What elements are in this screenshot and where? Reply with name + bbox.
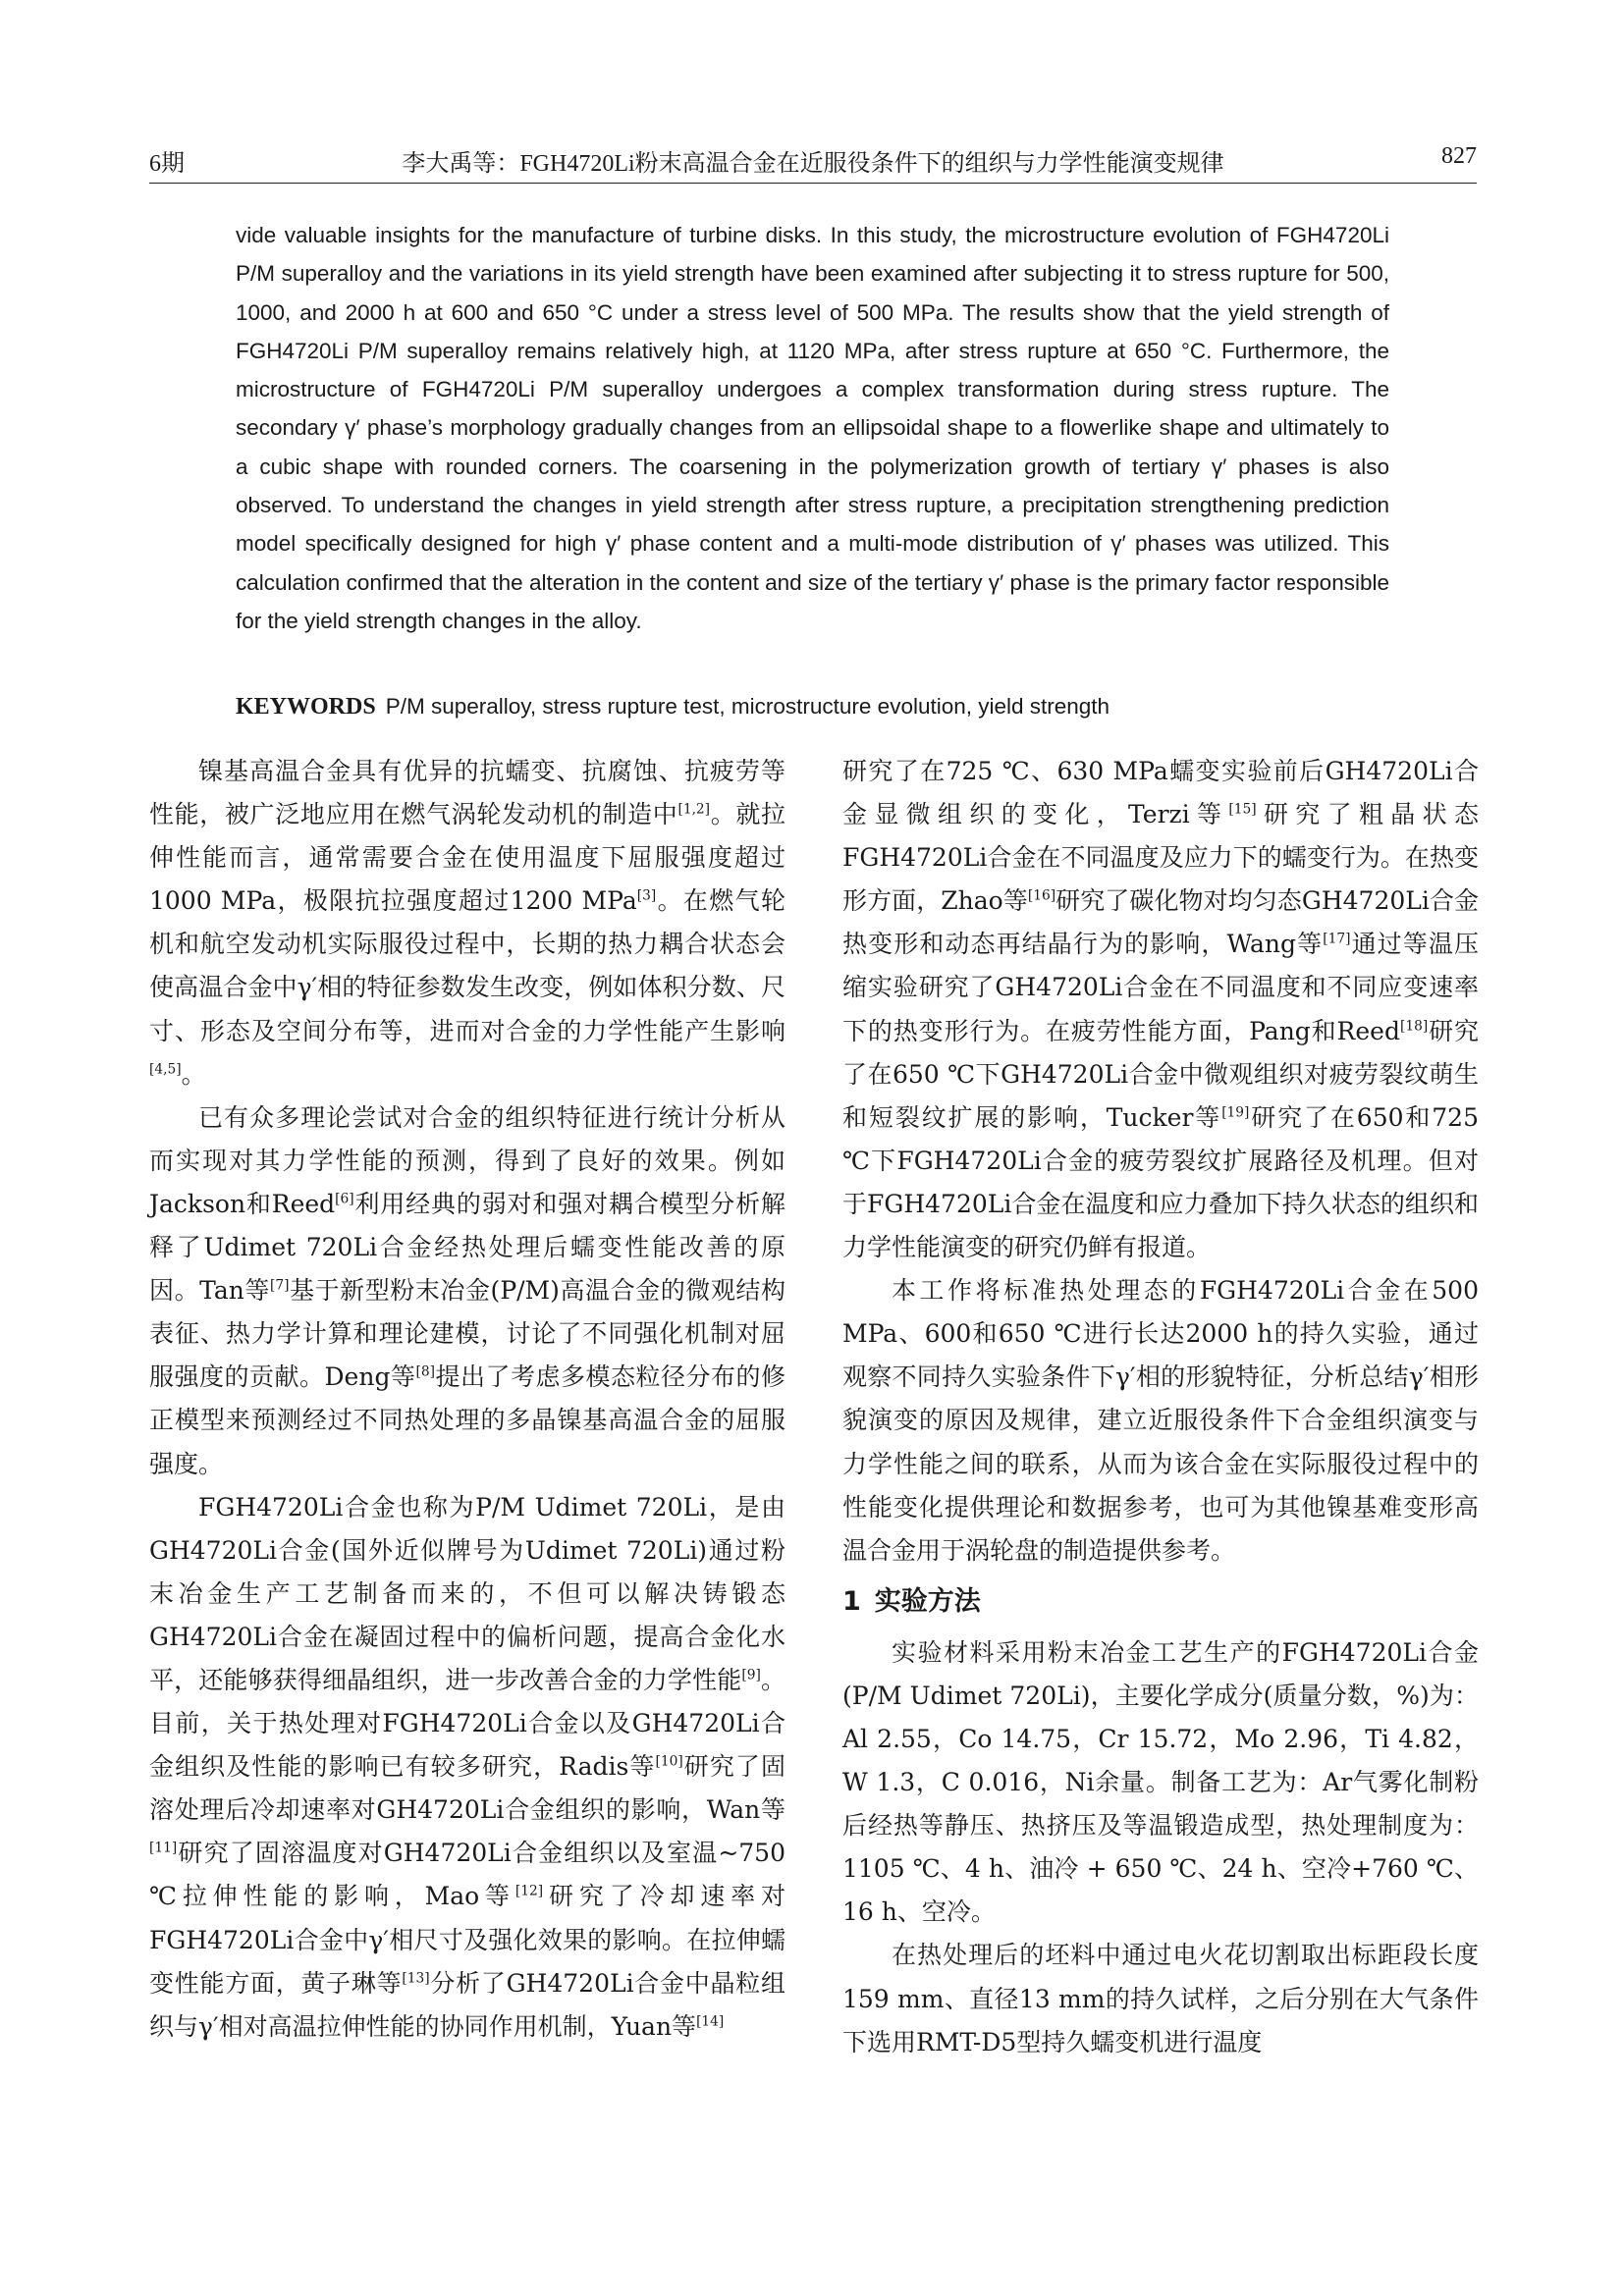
header-rule	[149, 183, 1477, 184]
text-run: 。在燃气轮机和航空发动机实际服役过程中，长期的热力耦合状态会使高温合金中γ′相的特征参数发生改变，例如体积分数、尺寸、形态及空间分布等，进而对合金的力学性能产生影响	[149, 886, 785, 1045]
issue-number: 6期	[149, 151, 185, 177]
citation: [7]	[270, 1277, 290, 1294]
citation: [15]	[1228, 801, 1257, 818]
paragraph	[149, 750, 785, 1096]
citation: [17]	[1323, 932, 1351, 948]
section-heading	[842, 1578, 1479, 1626]
left-column	[149, 750, 785, 2049]
right-column	[842, 750, 1479, 2064]
citation: [9]	[741, 1667, 761, 1683]
running-header	[149, 137, 1477, 181]
text-run: 研究了固溶处理后冷却速率对GH4720Li合金组织的影响，Wan等	[149, 1752, 785, 1825]
english-abstract	[236, 216, 1389, 640]
text-run: 。就拉伸性能而言，通常需要合金在使用温度下屈服强度超过1000 MPa，极限抗拉强度超过1200 MPa	[149, 800, 785, 916]
citation: [4,5]	[149, 1061, 182, 1078]
text-run: 研究了冷却速率对FGH4720Li合金中γ′相尺寸及强化效果的影响。在拉伸蠕变性能方面，黄子琳等	[149, 1882, 785, 1998]
text-run: 利用经典的弱对和强对耦合模型分析解释了Udimet 720Li合金经热处理后蠕变性能改善的原因。Tan等	[149, 1189, 785, 1306]
text-run: 研究了在650和725 ℃下FGH4720Li合金的疲劳裂纹扩展路径及机理。但对于FGH4720Li合金在温度和应力叠加下持久状态的组织和力学性能演变的研究仍鲜有报道。	[842, 1102, 1479, 1262]
text-run: 已有众多理论尝试对合金的组织特征进行统计分析从而实现对其力学性能的预测，得到了良好的效果。例如Jackson和Reed	[149, 1102, 785, 1218]
section-title: 实验方法	[874, 1585, 981, 1617]
citation: [16]	[1027, 887, 1056, 904]
paragraph: 实验材料采用粉末冶金工艺生产的FGH4720Li合金(P/M Udimet 720Li)，主要化学成分(质量分数，%)为：Al 2.55，Co 14.75，Cr 15.72，Mo 2.96，Ti 4.82，W 1.3，C 0.016，Ni余量。制备工艺为：Ar气雾化制粉后经热等静压、热挤压及等温锻造成型，热处理制度为：1105 ℃、4 h、油冷 + 650 ℃、24 h、空冷+760 ℃、16 h、空冷。	[842, 1637, 1479, 1927]
citation: [6]	[335, 1191, 354, 1207]
citation: [12]	[514, 1884, 544, 1900]
keywords-line	[236, 687, 1389, 726]
text-run: 研究了在650 ℃下GH4720Li合金中微观组织对疲劳裂纹萌生和短裂纹扩展的影响，Tucker等	[842, 1016, 1479, 1132]
citation: [18]	[1399, 1018, 1429, 1035]
text-run: 通过等温压缩实验研究了GH4720Li合金在不同温度和不同应变速率下的热变形行为。在疲劳性能方面，Pang和Reed	[842, 930, 1479, 1045]
citation: [1,2]	[677, 801, 711, 818]
paragraph: 本工作将标准热处理态的FGH4720Li合金在500 MPa、600和650 ℃进行长达2000 h的持久实验，通过观察不同持久实验条件下γ′相的形貌特征，分析总结γ′相形貌演变的原因及规律，建立近服役条件下合金组织演变与力学性能之间的联系，从而为该合金在实际服役过程中的性能变化提供理论和数据参考，也可为其他镍基难变形高温合金用于涡轮盘的制造提供参考。	[842, 1276, 1479, 1565]
citation: [13]	[402, 1970, 430, 1987]
text-run: 研究了粗晶状态FGH4720Li合金在不同温度及应力下的蠕变行为。在热变形方面，Zhao等	[842, 800, 1479, 916]
text-run: 镍基高温合金具有优异的抗蠕变、抗腐蚀、抗疲劳等性能，被广泛地应用在燃气涡轮发动机的制造中	[149, 757, 785, 829]
text-run: 分析了GH4720Li合金中晶粒组织与γ′相对高温拉伸性能的协同作用机制，Yuan等	[149, 1968, 785, 2041]
section-number: 1	[842, 1585, 861, 1617]
text-run: 研究了固溶温度对GH4720Li合金组织以及室温~750 ℃拉伸性能的影响，Mao等	[149, 1839, 785, 1911]
paragraph: 在热处理后的坯料中通过电火花切割取出标距段长度159 mm、直径13 mm的持久试样，之后分别在大气条件下选用RMT-D5型持久蠕变机进行温度	[842, 1941, 1479, 2056]
citation: [11]	[149, 1841, 178, 1857]
citation: [3]	[636, 887, 657, 904]
text-run: FGH4720Li合金也称为P/M Udimet 720Li，是由GH4720Li合金(国外近似牌号为Udimet 720Li)通过粉末冶金生产工艺制备而来的，不但可以解决铸锻态GH4720Li合金在凝固过程中的偏析问题，提高合金化水平，还能够获得细晶组织，进一步改善合金的力学性能	[149, 1492, 785, 1694]
citation: [10]	[655, 1753, 683, 1770]
keywords-text: P/M superalloy, stress rupture test, microstructure evolution, yield strength	[385, 694, 1110, 719]
paragraph	[149, 1486, 785, 2049]
text-run: 基于新型粉末冶金(P/M)高温合金的微观结构表征、热力学计算和理论建模，讨论了不同强化机制对屈服强度的贡献。Deng等	[149, 1276, 785, 1392]
paragraph	[842, 750, 1479, 1269]
text-run: 提出了考虑多模态粒径分布的修正模型来预测经过不同热处理的多晶镍基高温合金的屈服强度。	[149, 1362, 785, 1478]
abstract-text: vide valuable insights for the manufacture of turbine disks. In this study, the microstructure evolution of FGH4720Li P/M superalloy and the variations in its yield strength have been examined after subjecting it to stress rupture for 500, 1000, and 2000 h at 600 and 650 °C under a stress level of 500 MPa. The results show that the yield strength of FGH4720Li P/M superalloy remains relatively high, at 1120 MPa, after stress rupture at 650 °C. Furthermore, the microstructure of FGH4720Li P/M superalloy undergoes a complex transformation during stress rupture. The secondary γ′ phase’s morphology gradually changes from an ellipsoidal shape to a flowerlike shape and ultimately to a cubic shape with rounded corners. The coarsening in the polymerization growth of tertiary γ′ phases is also observed. To understand the changes in yield strength after stress rupture, a precipitation strengthening prediction model specifically designed for high γ′ phase content and a multi-mode distribution of γ′ phases was utilized. This calculation confirmed that the alteration in the content and size of the tertiary γ′ phase is the primary factor responsible for the yield strength changes in the alloy.	[236, 223, 1389, 633]
citation: [19]	[1221, 1104, 1250, 1121]
keywords-label: KEYWORDS	[236, 694, 376, 720]
paragraph	[149, 1096, 785, 1486]
citation: [8]	[415, 1363, 435, 1380]
citation: [14]	[696, 2013, 725, 2030]
text-run: 。	[181, 1059, 206, 1089]
text-run: 。目前，关于热处理对FGH4720Li合金以及GH4720Li合金组织及性能的影响已有较多研究，Radis等	[149, 1665, 785, 1782]
text-run: 研究了在725 ℃、630 MPa蠕变实验前后GH4720Li合金显微组织的变化，Terzi等	[842, 757, 1479, 829]
text-run: 研究了碳化物对均匀态GH4720Li合金热变形和动态再结晶行为的影响，Wang等	[842, 886, 1479, 959]
running-title: 李大禹等：FGH4720Li粉末高温合金在近服役条件下的组织与力学性能演变规律	[402, 151, 1224, 177]
page-number: 827	[1441, 143, 1477, 169]
